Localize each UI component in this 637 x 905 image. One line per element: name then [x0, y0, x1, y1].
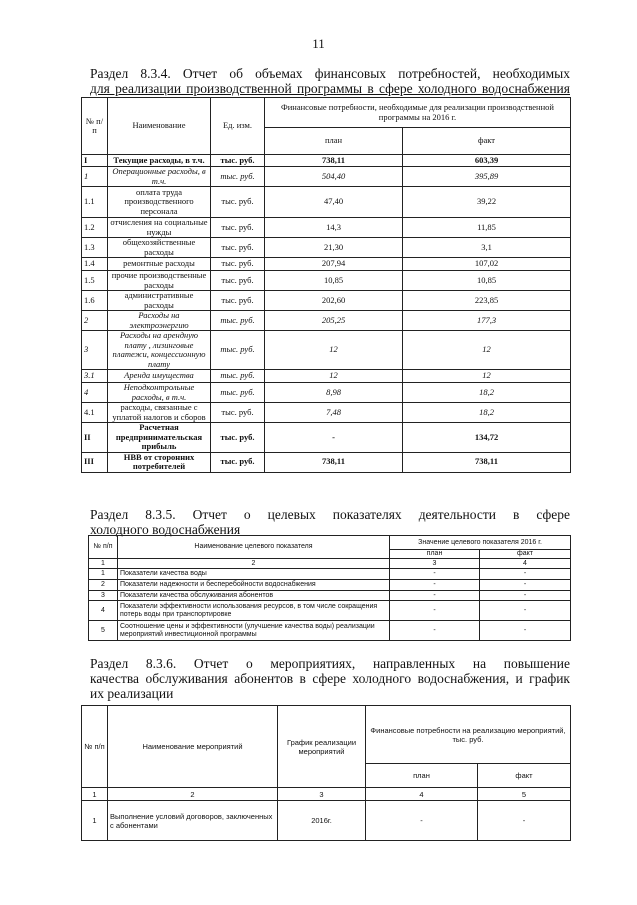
row-num: 4.1 [82, 403, 108, 423]
row-fact: 12 [403, 370, 571, 383]
row-num: 1.5 [82, 271, 108, 291]
row-fact: - [480, 591, 571, 601]
row-name: Показатели качества воды [118, 569, 390, 580]
row-fact: - [478, 801, 571, 841]
table-row [82, 291, 571, 311]
table-row [89, 601, 571, 621]
index-cell: 3 [390, 559, 480, 569]
row-unit: тыс. руб. [211, 238, 265, 258]
header-name: Наименование [108, 98, 211, 155]
row-fact: - [480, 580, 571, 591]
row-name: отчисления на социальные нужды [108, 218, 211, 238]
row-name: Расходы на арендную плату , лизинговые платежи, концессионную плату [108, 331, 211, 370]
row-fact: 18,2 [403, 383, 571, 403]
header-num: № п/п [89, 536, 118, 559]
index-cell: 4 [366, 788, 478, 801]
row-name: Расходы на электроэнергию [108, 311, 211, 331]
table-row [82, 258, 571, 271]
row-name: Показатели качества обслуживания абонентов [118, 591, 390, 601]
header-name: Наименование целевого показателя [118, 536, 390, 559]
row-num: 4 [82, 383, 108, 403]
row-name: Показатели надежности и бесперебойности водоснабжения [118, 580, 390, 591]
row-num: 1 [89, 569, 118, 580]
row-fact: 738,11 [403, 452, 571, 472]
row-unit: тыс. руб. [211, 291, 265, 311]
row-name: оплата труда производственного персонала [108, 187, 211, 218]
row-unit: тыс. руб. [211, 258, 265, 271]
row-unit: тыс. руб. [211, 271, 265, 291]
row-num: 1 [82, 801, 108, 841]
section-8-3-5-title [90, 507, 570, 537]
table-row [82, 383, 571, 403]
row-num: 3 [82, 331, 108, 370]
row-num: 2 [82, 311, 108, 331]
title-line: их реализации [90, 686, 174, 701]
row-plan: 12 [265, 331, 403, 370]
row-num: 5 [89, 621, 118, 641]
row-schedule: 2016г. [278, 801, 366, 841]
row-plan: - [390, 569, 480, 580]
row-num: 3 [89, 591, 118, 601]
row-unit: тыс. руб. [211, 383, 265, 403]
row-plan: - [366, 801, 478, 841]
row-plan: 202,60 [265, 291, 403, 311]
table-row [82, 370, 571, 383]
index-cell: 4 [480, 559, 571, 569]
row-fact: 107,02 [403, 258, 571, 271]
row-name: административные расходы [108, 291, 211, 311]
row-name: Показатели эффективности использования ресурсов, в том числе сокращения потерь воды при транспортировке [118, 601, 390, 621]
row-num: 3.1 [82, 370, 108, 383]
table-row [82, 423, 571, 453]
table-row [89, 591, 571, 601]
page-number: 11 [312, 36, 325, 51]
row-fact: 18,2 [403, 403, 571, 423]
table-row [82, 187, 571, 218]
table-row [82, 271, 571, 291]
row-name: Выполнение условий договоров, заключенных с абонентами [108, 801, 278, 841]
financial-needs-table [81, 97, 571, 473]
index-cell: 2 [108, 788, 278, 801]
table-row [82, 331, 571, 370]
row-fact: - [480, 601, 571, 621]
header-name: Наименование мероприятий [108, 706, 278, 788]
header-fin: Финансовые потребности на реализацию мероприятий, тыс. руб. [366, 706, 571, 764]
row-unit: тыс. руб. [211, 331, 265, 370]
row-name: Соотношение цены и эффективности (улучшение качества воды) реализации мероприятий инвестиционной программы [118, 621, 390, 641]
header-num: № п/п [82, 706, 108, 788]
row-name: общехозяйственные расходы [108, 238, 211, 258]
table-row [89, 569, 571, 580]
header-fact: факт [480, 550, 571, 559]
row-plan: - [390, 621, 480, 641]
row-num: 1.3 [82, 238, 108, 258]
row-plan: 205,25 [265, 311, 403, 331]
index-cell: 1 [89, 559, 118, 569]
row-name: Аренда имущества [108, 370, 211, 383]
row-fact: 134,72 [403, 423, 571, 453]
row-fact: - [480, 569, 571, 580]
row-plan: 12 [265, 370, 403, 383]
table-row [82, 403, 571, 423]
row-num: I [82, 155, 108, 167]
row-fact: 11,85 [403, 218, 571, 238]
header-num: № п/п [82, 98, 108, 155]
row-name: ремонтные расходы [108, 258, 211, 271]
row-unit: тыс. руб. [211, 403, 265, 423]
table-row [82, 167, 571, 187]
measures-table [81, 705, 571, 841]
title-line: холодного водоснабжения [90, 522, 241, 537]
row-unit: тыс. руб. [211, 167, 265, 187]
header-plan: план [265, 128, 403, 155]
row-num: 1.2 [82, 218, 108, 238]
header-plan: план [390, 550, 480, 559]
header-unit: Ед. изм. [211, 98, 265, 155]
index-cell: 5 [478, 788, 571, 801]
table-row [89, 580, 571, 591]
table-row [82, 452, 571, 472]
row-unit: тыс. руб. [211, 423, 265, 453]
row-fact: 10,85 [403, 271, 571, 291]
row-num: 4 [89, 601, 118, 621]
row-num: 1.4 [82, 258, 108, 271]
row-plan: 47,40 [265, 187, 403, 218]
row-num: 1.1 [82, 187, 108, 218]
header-fin: Финансовые потребности, необходимые для реализации производственной программы на 2016 г. [265, 98, 571, 128]
table-row [82, 218, 571, 238]
target-indicators-table [88, 535, 571, 641]
row-unit: тыс. руб. [211, 218, 265, 238]
section-8-3-6-title [90, 656, 570, 701]
row-name: Расчетная предпринимательская прибыль [108, 423, 211, 453]
row-plan: 207,94 [265, 258, 403, 271]
row-plan: 21,30 [265, 238, 403, 258]
row-fact: 177,3 [403, 311, 571, 331]
row-plan: 738,11 [265, 452, 403, 472]
title-line: для реализации производственной программы в сфере холодного водоснабжения [90, 81, 570, 96]
title-line: Раздел 8.3.4. Отчет об объемах финансовых потребностей, необходимых [90, 66, 570, 81]
index-cell: 2 [118, 559, 390, 569]
section-8-3-4-title [90, 66, 570, 96]
row-plan: 14,3 [265, 218, 403, 238]
row-plan: - [390, 580, 480, 591]
index-cell: 3 [278, 788, 366, 801]
header-fact: факт [478, 764, 571, 788]
row-num: 1.6 [82, 291, 108, 311]
row-fact: 603,39 [403, 155, 571, 167]
row-plan: 7,48 [265, 403, 403, 423]
row-plan: - [390, 601, 480, 621]
row-num: 2 [89, 580, 118, 591]
table-row [82, 155, 571, 167]
title-line: качества обслуживания абонентов в сфере холодного водоснабжения, и график [90, 671, 570, 686]
row-fact: 223,85 [403, 291, 571, 311]
row-unit: тыс. руб. [211, 452, 265, 472]
row-fact: 3,1 [403, 238, 571, 258]
row-name: Операционные расходы, в т.ч. [108, 167, 211, 187]
header-fact: факт [403, 128, 571, 155]
row-name: прочие производственные расходы [108, 271, 211, 291]
header-plan: план [366, 764, 478, 788]
title-line: Раздел 8.3.6. Отчет о мероприятиях, направленных на повышение [90, 656, 570, 671]
table-row [82, 311, 571, 331]
financial-needs-body [82, 155, 571, 473]
header-schedule: График реализации мероприятий [278, 706, 366, 788]
row-num: II [82, 423, 108, 453]
row-unit: тыс. руб. [211, 311, 265, 331]
row-name: НВВ от сторонних потребителей [108, 452, 211, 472]
row-num: III [82, 452, 108, 472]
index-cell: 1 [82, 788, 108, 801]
row-plan: - [265, 423, 403, 453]
row-name: Текущие расходы, в т.ч. [108, 155, 211, 167]
row-name: расходы, связанные с уплатой налогов и сборов [108, 403, 211, 423]
row-unit: тыс. руб. [211, 187, 265, 218]
measures-body [82, 801, 571, 841]
row-plan: 504,40 [265, 167, 403, 187]
title-line: Раздел 8.3.5. Отчет о целевых показателях деятельности в сфере [90, 507, 570, 522]
table-row [82, 238, 571, 258]
row-unit: тыс. руб. [211, 370, 265, 383]
row-fact: 39,22 [403, 187, 571, 218]
row-plan: 738,11 [265, 155, 403, 167]
row-unit: тыс. руб. [211, 155, 265, 167]
row-name: Неподконтрольные расходы, в т.ч. [108, 383, 211, 403]
row-plan: - [390, 591, 480, 601]
table-row [89, 621, 571, 641]
row-num: 1 [82, 167, 108, 187]
row-fact: 395,89 [403, 167, 571, 187]
row-fact: 12 [403, 331, 571, 370]
table-row [82, 801, 571, 841]
header-value: Значение целевого показателя 2016 г. [390, 536, 571, 550]
row-fact: - [480, 621, 571, 641]
target-indicators-body [89, 569, 571, 641]
row-plan: 10,85 [265, 271, 403, 291]
row-plan: 8,98 [265, 383, 403, 403]
